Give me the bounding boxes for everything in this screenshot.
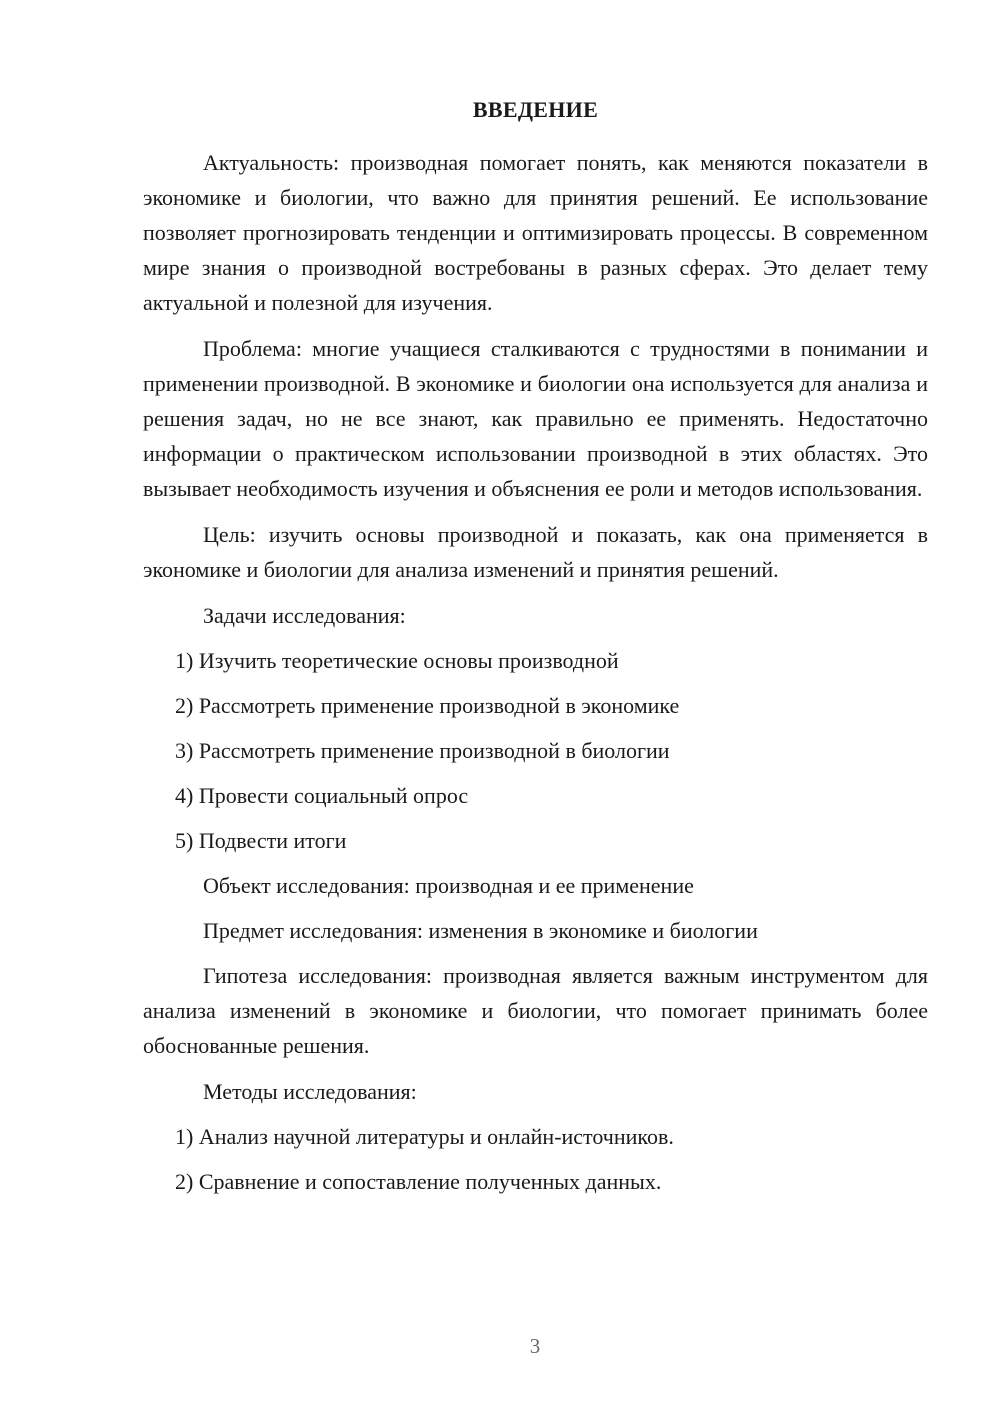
- list-item: 4) Провести социальный опрос: [175, 783, 469, 808]
- list-item: 2) Рассмотреть применение производной в экономике: [175, 693, 680, 718]
- tasks-heading: Задачи исследования:: [203, 603, 406, 628]
- hypothesis-paragraph: Гипотеза исследования: производная является важным инструментом для анализа изменений в экономике и биологии, что помогает принимать более обоснованные решения.: [143, 963, 928, 1058]
- list-item: 2) Сравнение и сопоставление полученных данных.: [175, 1169, 662, 1194]
- subject-line: Предмет исследования: изменения в экономике и биологии: [203, 918, 758, 943]
- page-title: ВВЕДЕНИЕ: [472, 97, 599, 122]
- problem-paragraph: Проблема: многие учащиеся сталкиваются с трудностями в понимании и применении производной. В экономике и биологии она используется для анализа и решения задач, но не все знают, как правильно ее применять. Недостаточно информации о практическом использовании производной в этих областях. Это вызывает необходимость изучения и объяснения ее роли и методов использования.: [143, 336, 928, 501]
- list-item: 1) Изучить теоретические основы производной: [175, 648, 619, 673]
- methods-heading: Методы исследования:: [203, 1079, 417, 1104]
- goal-paragraph: Цель: изучить основы производной и показать, как она применяется в экономике и биологии для анализа изменений и принятия решений.: [143, 522, 928, 582]
- list-item: 5) Подвести итоги: [175, 828, 347, 853]
- object-line: Объект исследования: производная и ее применение: [203, 873, 694, 898]
- methods-list: [143, 1119, 928, 1199]
- list-item: 1) Анализ научной литературы и онлайн-источников.: [175, 1124, 674, 1149]
- list-item: 3) Рассмотреть применение производной в биологии: [175, 738, 670, 763]
- tasks-list: [143, 643, 928, 858]
- relevance-paragraph: Актуальность: производная помогает понять, как меняются показатели в экономике и биологии, что важно для принятия решений. Ее использование позволяет прогнозировать тенденции и оптимизировать процессы. В современном мире знания о производной востребованы в разных сферах. Это делает тему актуальной и полезной для изучения.: [143, 150, 928, 315]
- document-page: [143, 95, 928, 1209]
- page-number: 3: [529, 1334, 541, 1358]
